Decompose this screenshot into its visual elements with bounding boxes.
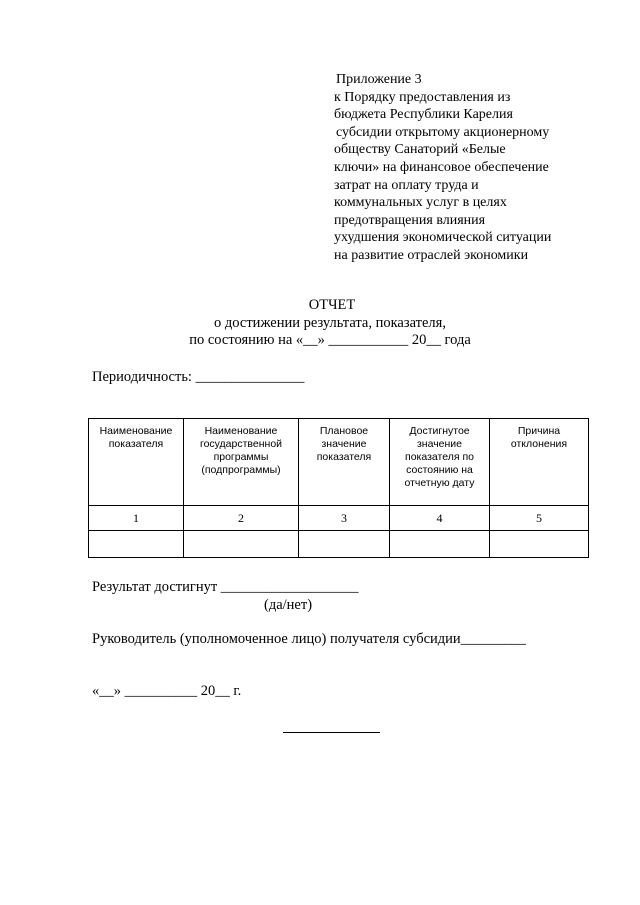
- appendix-line: затрат на оплату труда и: [334, 177, 479, 193]
- table-cell: 3: [299, 506, 390, 531]
- report-title-block: [0, 297, 640, 350]
- table-cell: [89, 531, 184, 558]
- appendix-line: Приложение 3: [336, 72, 422, 87]
- result-hint: (да/нет): [264, 597, 313, 613]
- table-cell: [390, 531, 490, 558]
- table-row: [89, 506, 589, 531]
- report-title: ОТЧЕТ: [308, 297, 356, 313]
- table-cell: [490, 531, 589, 558]
- report-table: [88, 418, 589, 558]
- appendix-line: обществу Санаторий «Белые: [334, 142, 506, 158]
- table-row: [89, 531, 589, 558]
- table-cell: 2: [184, 506, 299, 531]
- appendix-line: предотвращения влияния: [334, 212, 486, 228]
- table-cell: 5: [490, 506, 589, 531]
- table-cell: 4: [390, 506, 490, 531]
- table-header-cell: Достигнутое значение показателя по состоянию на отчетную дату: [390, 419, 490, 506]
- signature-line: [283, 732, 380, 733]
- appendix-line: к Порядку предоставления из: [334, 89, 511, 105]
- appendix-line: бюджета Республики Карелия: [334, 107, 513, 123]
- appendix-line: на развитие отраслей экономики: [334, 247, 529, 263]
- table-header-cell: Плановое значение показателя: [299, 419, 390, 506]
- appendix-line: ухудшения экономической ситуации: [334, 230, 552, 246]
- report-date-line: по состоянию на «__» ___________ 20__ года: [189, 332, 471, 349]
- table-cell: [184, 531, 299, 558]
- date-field: «__» __________ 20__ г.: [92, 683, 242, 699]
- periodicity-field: Периодичность: _______________: [92, 369, 305, 385]
- appendix-line: коммунальных услуг в целях: [334, 195, 507, 211]
- result-field: Результат достигнут ___________________: [92, 579, 359, 595]
- table-cell: 1: [89, 506, 184, 531]
- table-header-cell: Наименование показателя: [89, 419, 184, 506]
- table-header-cell: Причина отклонения: [490, 419, 589, 506]
- table-cell: [299, 531, 390, 558]
- report-subtitle: о достижении результата, показателя,: [214, 314, 446, 331]
- appendix-line: субсидии открытому акционерному: [336, 124, 550, 140]
- appendix-line: ключи» на финансовое обеспечение: [334, 159, 549, 175]
- appendix-block: [334, 71, 624, 265]
- table-header-row: [89, 419, 589, 506]
- head-signature-field: Руководитель (уполномоченное лицо) получателя субсидии_________: [92, 631, 526, 647]
- table-header-cell: Наименование государственной программы (подпрограммы): [184, 419, 299, 506]
